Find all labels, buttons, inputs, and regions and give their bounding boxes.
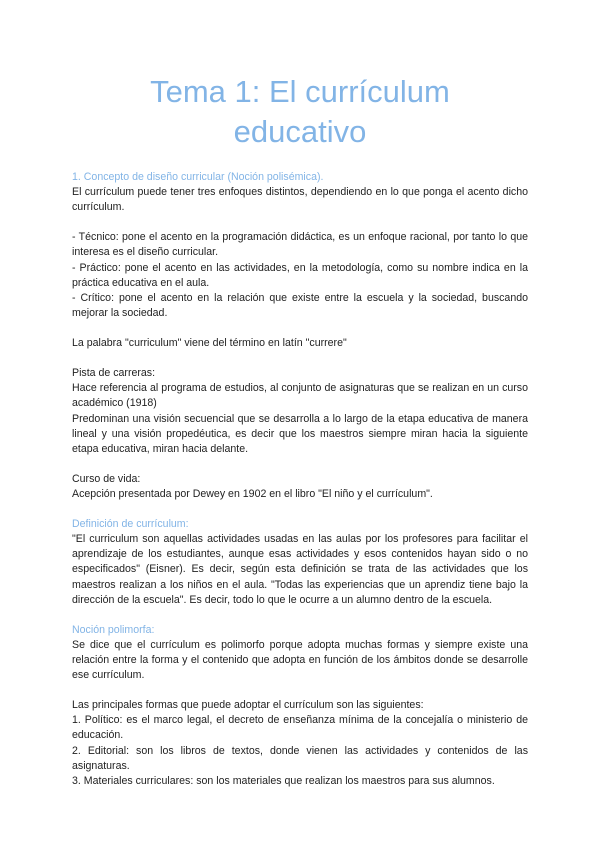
section-heading-definicion: Definición de currículum: <box>72 518 189 531</box>
paragraph-curso: Acepción presentada por Dewey en 1902 en el libro "El niño y el currículum". <box>72 487 433 500</box>
approach-tecnico: - Técnico: pone el acento en la programación didáctica, es un enfoque racional, por tanto lo que interesa es el diseño curricular. <box>72 231 528 259</box>
list-item-politico: 1. Político: es el marco legal, el decreto de enseñanza mínima de la concejalía o ministerio de educación. <box>72 714 528 742</box>
paragraph-definicion: "El curriculum son aquellas actividades usadas en las aulas por los profesores para facilitar el aprendizaje de los estudiantes, aunque esas actividades y esos contenidos hayan sido o no especificados" (Eisner). Es decir, según esta definición se trata de las actividades que los maestros realizan a los niños en el aula. "Todas las experiencias que un aprendiz tiene bajo la dirección de la escuela". Es decir, todo lo que le ocurre a un alumno dentro de la escuela. <box>72 533 528 606</box>
approach-critico: - Crítico: pone el acento en la relación que existe entre la escuela y la sociedad, buscando mejorar la sociedad. <box>72 291 528 319</box>
paragraph-formas-intro: Las principales formas que puede adoptar el currículum son las siguientes: <box>72 699 424 712</box>
document-body <box>72 170 528 789</box>
document-title <box>0 72 600 152</box>
title-line-2: educativo <box>233 114 367 149</box>
label-pista: Pista de carreras: <box>72 367 156 380</box>
list-item-materiales: 3. Materiales curriculares: son los materiales que realizan los maestros para sus alumnos. <box>72 774 495 787</box>
title-line-1: Tema 1: El currículum <box>150 74 450 109</box>
paragraph-intro: El currículum puede tener tres enfoques distintos, dependiendo en lo que ponga el acento dicho currículum. <box>72 186 528 214</box>
paragraph-etymology: La palabra "curriculum" viene del término en latín "currere" <box>72 337 347 350</box>
section-heading-nocion: Noción polimorfa: <box>72 623 155 636</box>
section-heading-concepto: 1. Concepto de diseño curricular (Noción polisémica). <box>72 171 324 183</box>
paragraph-pista-2: Predominan una visión secuencial que se desarrolla a lo largo de la etapa educativa de manera lineal y una visión propedéutica, es decir que los maestros siempre miran hacia la siguiente etapa educativa, miran hacia delante. <box>72 412 528 455</box>
paragraph-pista-1: Hace referencia al programa de estudios, al conjunto de asignaturas que se realizan en un curso académico (1918) <box>72 382 528 410</box>
approach-practico: - Práctico: pone el acento en las actividades, en la metodología, como su nombre indica en la práctica educativa en el aula. <box>72 261 528 289</box>
paragraph-nocion: Se dice que el currículum es polimorfo porque adopta muchas formas y siempre existe una relación entre la forma y el contenido que adopta en función de los ámbitos donde se desarrolle ese currículum. <box>72 638 528 682</box>
list-item-editorial: 2. Editorial: son los libros de textos, donde vienen las actividades y contenidos de las asignaturas. <box>72 744 528 772</box>
label-curso: Curso de vida: <box>72 472 141 485</box>
